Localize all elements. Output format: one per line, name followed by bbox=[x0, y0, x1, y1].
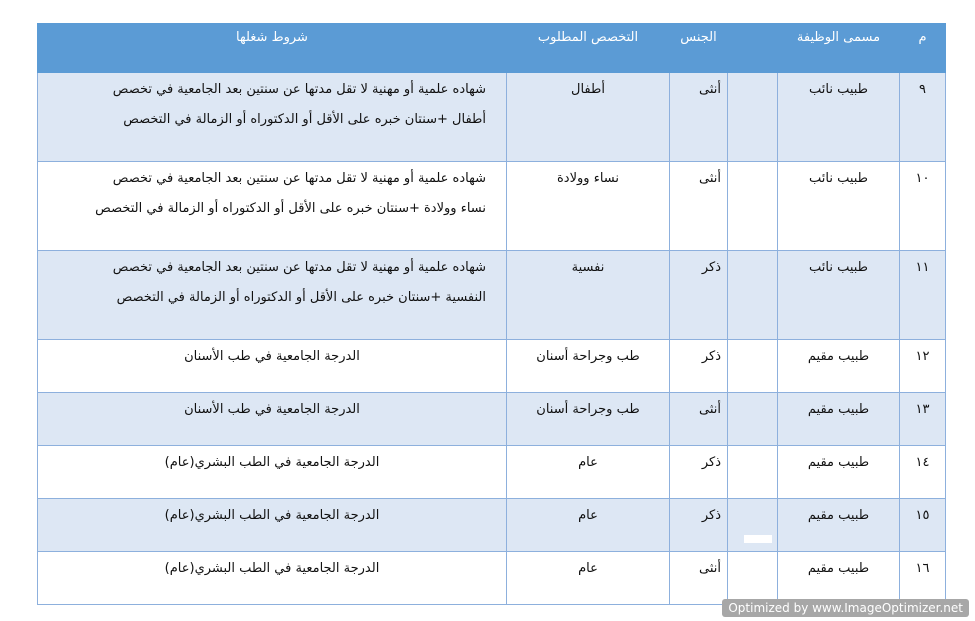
cell-gap bbox=[728, 73, 778, 162]
cell-gap bbox=[728, 393, 778, 446]
table-row bbox=[38, 162, 946, 251]
cell-specialty: طب وجراحة أسنان bbox=[507, 393, 670, 446]
cell-no: ١٣ bbox=[900, 393, 946, 446]
cell-no: ٩ bbox=[900, 73, 946, 162]
cell-gap bbox=[728, 446, 778, 499]
cell-no: ١٦ bbox=[900, 552, 946, 605]
cell-conditions: الدرجة الجامعية في الطب البشري(عام) bbox=[38, 552, 507, 605]
header-specialty: التخصص المطلوب bbox=[507, 24, 670, 73]
cell-specialty: طب وجراحة أسنان bbox=[507, 340, 670, 393]
conditions-line-2: أطفال +سنتان خبره على الأقل أو الدكتوراه أو الزمالة في التخصص bbox=[123, 112, 486, 127]
cell-gender: أنثى bbox=[670, 162, 728, 251]
cell-title: طبيب مقيم bbox=[778, 552, 900, 605]
table-row bbox=[38, 393, 946, 446]
conditions-line-1: شهاده علمية أو مهنية لا تقل مدتها عن سنتين بعد الجامعية في تخصص bbox=[112, 260, 486, 275]
cell-specialty: أطفال bbox=[507, 73, 670, 162]
cell-title: طبيب مقيم bbox=[778, 446, 900, 499]
cell-gender: ذكر bbox=[670, 251, 728, 340]
conditions-line-1: شهاده علمية أو مهنية لا تقل مدتها عن سنتين بعد الجامعية في تخصص bbox=[112, 171, 486, 186]
table-row bbox=[38, 251, 946, 340]
header-gap bbox=[728, 24, 778, 73]
cell-gender: ذكر bbox=[670, 499, 728, 552]
white-patch bbox=[744, 535, 772, 543]
table-row bbox=[38, 552, 946, 605]
cell-no: ١٥ bbox=[900, 499, 946, 552]
cell-gap bbox=[728, 552, 778, 605]
cell-gender: أنثى bbox=[670, 73, 728, 162]
cell-gap bbox=[728, 340, 778, 393]
header-title: مسمى الوظيفة bbox=[778, 24, 900, 73]
cell-no: ١٠ bbox=[900, 162, 946, 251]
header-conditions: شروط شغلها bbox=[38, 24, 507, 73]
cell-specialty: نفسية bbox=[507, 251, 670, 340]
cell-conditions bbox=[38, 73, 507, 162]
table-row bbox=[38, 446, 946, 499]
cell-gap bbox=[728, 499, 778, 552]
cell-specialty: نساء وولادة bbox=[507, 162, 670, 251]
cell-no: ١١ bbox=[900, 251, 946, 340]
cell-specialty: عام bbox=[507, 499, 670, 552]
cell-title: طبيب نائب bbox=[778, 162, 900, 251]
cell-title: طبيب مقيم bbox=[778, 499, 900, 552]
cell-title: طبيب نائب bbox=[778, 73, 900, 162]
conditions-line-2: النفسية +سنتان خبره على الأقل أو الدكتوراه أو الزمالة في التخصص bbox=[116, 290, 486, 305]
cell-gender: ذكر bbox=[670, 340, 728, 393]
cell-no: ١٤ bbox=[900, 446, 946, 499]
table-row bbox=[38, 499, 946, 552]
cell-specialty: عام bbox=[507, 552, 670, 605]
cell-title: طبيب نائب bbox=[778, 251, 900, 340]
conditions-line-1: شهاده علمية أو مهنية لا تقل مدتها عن سنتين بعد الجامعية في تخصص bbox=[112, 82, 486, 97]
header-gender: الجنس bbox=[670, 24, 728, 73]
cell-gap bbox=[728, 162, 778, 251]
cell-gender: أنثى bbox=[670, 552, 728, 605]
conditions-line-2: نساء وولادة +سنتان خبره على الأقل أو الدكتوراه أو الزمالة في التخصص bbox=[95, 201, 486, 216]
cell-conditions: الدرجة الجامعية في طب الأسنان bbox=[38, 393, 507, 446]
header-no: م bbox=[900, 24, 946, 73]
cell-gender: أنثى bbox=[670, 393, 728, 446]
watermark-badge: Optimized by www.ImageOptimizer.net bbox=[722, 599, 969, 617]
cell-conditions bbox=[38, 162, 507, 251]
cell-title: طبيب مقيم bbox=[778, 340, 900, 393]
cell-specialty: عام bbox=[507, 446, 670, 499]
cell-gender: ذكر bbox=[670, 446, 728, 499]
cell-no: ١٢ bbox=[900, 340, 946, 393]
cell-conditions: الدرجة الجامعية في الطب البشري(عام) bbox=[38, 499, 507, 552]
cell-conditions bbox=[38, 251, 507, 340]
cell-title: طبيب مقيم bbox=[778, 393, 900, 446]
cell-conditions: الدرجة الجامعية في الطب البشري(عام) bbox=[38, 446, 507, 499]
cell-conditions: الدرجة الجامعية في طب الأسنان bbox=[38, 340, 507, 393]
table-row bbox=[38, 73, 946, 162]
jobs-table bbox=[37, 23, 946, 605]
table-header-row bbox=[38, 24, 946, 73]
table-row bbox=[38, 340, 946, 393]
cell-gap bbox=[728, 251, 778, 340]
